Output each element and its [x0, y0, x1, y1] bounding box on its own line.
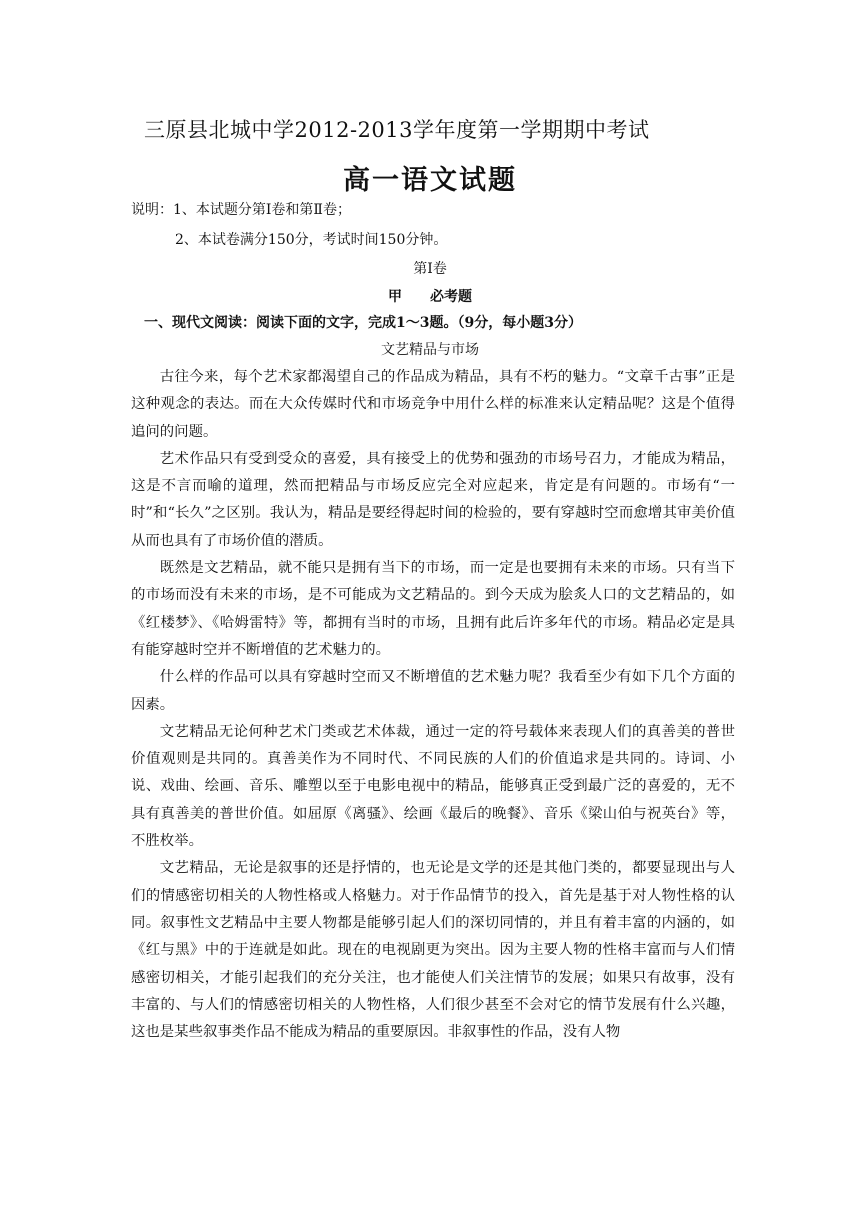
article-paragraph-1: 古往今来，每个艺术家都渴望自己的作品成为精品，具有不朽的魅力。“文章千古事”正是这种观念的表达。而在大众传媒时代和市场竞争中用什么样的标准来认定精品呢？这是个值得追问的问题。: [131, 369, 735, 440]
article-paragraph-2: 艺术作品只有受到受众的喜爱，具有接受上的优势和强劲的市场号召力，才能成为精品，这是不言而喻的道理，然而把精品与市场反应完全对应起来，肯定是有问题的。市场有“一时”和“长久”之区别。我认为，精品是要经得起时间的检验的，要有穿越时空而愈增其审美价值从而也具有了市场价值的潜质。: [131, 450, 735, 549]
article-body: [131, 364, 735, 1046]
article-paragraph-4: 什么样的作品可以具有穿越时空而又不断增值的艺术魅力呢？我看至少有如下几个方面的因素。: [131, 669, 735, 713]
volume-label: 第Ⅰ卷: [413, 261, 447, 277]
school-exam-title: 三原县北城中学2012-2013学年度第一学期期中考试: [144, 118, 650, 142]
section-heading: 一、现代文阅读：阅读下面的文字，完成1～3题。（9分，每小题3分）: [144, 315, 582, 331]
part-label: 甲 必考题: [388, 289, 472, 305]
article-paragraph-5: 文艺精品无论何种艺术门类或艺术体裁，通过一定的符号载体来表现人们的真善美的普世价值观则是共同的。真善美作为不同时代、不同民族的人们的价值追求是共同的。诗词、小说、戏曲、绘画、音乐、雕塑以至于电影电视中的精品，能够真正受到最广泛的喜爱的，无不具有真善美的普世价值。如屈原《离骚》、绘画《最后的晚餐》、音乐《梁山伯与祝英台》等，不胜枚举。: [131, 723, 735, 850]
instruction-line-2: 2、本试卷满分150分，考试时间150分钟。: [175, 232, 448, 248]
article-paragraph-6: 文艺精品，无论是叙事的还是抒情的，也无论是文学的还是其他门类的，都要显现出与人们的情感密切相关的人物性格或人格魅力。对于作品情节的投入，首先是基于对人物性格的认同。叙事性文艺精品中主要人物都是能够引起人们的深切同情的，并且有着丰富的内涵的，如《红与黑》中的于连就是如此。现在的电视剧更为突出。因为主要人物的性格丰富而与人们情感密切相关，才能引起我们的充分关注，也才能使人们关注情节的发展；如果只有故事，没有丰富的、与人们的情感密切相关的人物性格，人们很少甚至不会对它的情节发展有什么兴趣，这也是某些叙事类作品不能成为精品的重要原因。非叙事性的作品，没有人物: [131, 860, 735, 1041]
article-paragraph-3: 既然是文艺精品，就不能只是拥有当下的市场，而一定是也要拥有未来的市场。只有当下的市场而没有未来的市场，是不可能成为文艺精品的。到今天成为脍炙人口的文艺精品的，如《红楼梦》、《哈姆雷特》等，都拥有当时的市场，且拥有此后许多年代的市场。精品必定是具有能穿越时空并不断增值的艺术魅力的。: [131, 560, 735, 658]
exam-subject-title: 高一语文试题: [343, 165, 517, 196]
article-title: 文艺精品与市场: [381, 342, 479, 358]
instruction-line-1: 说明：1、本试题分第Ⅰ卷和第Ⅱ卷；: [131, 202, 351, 218]
